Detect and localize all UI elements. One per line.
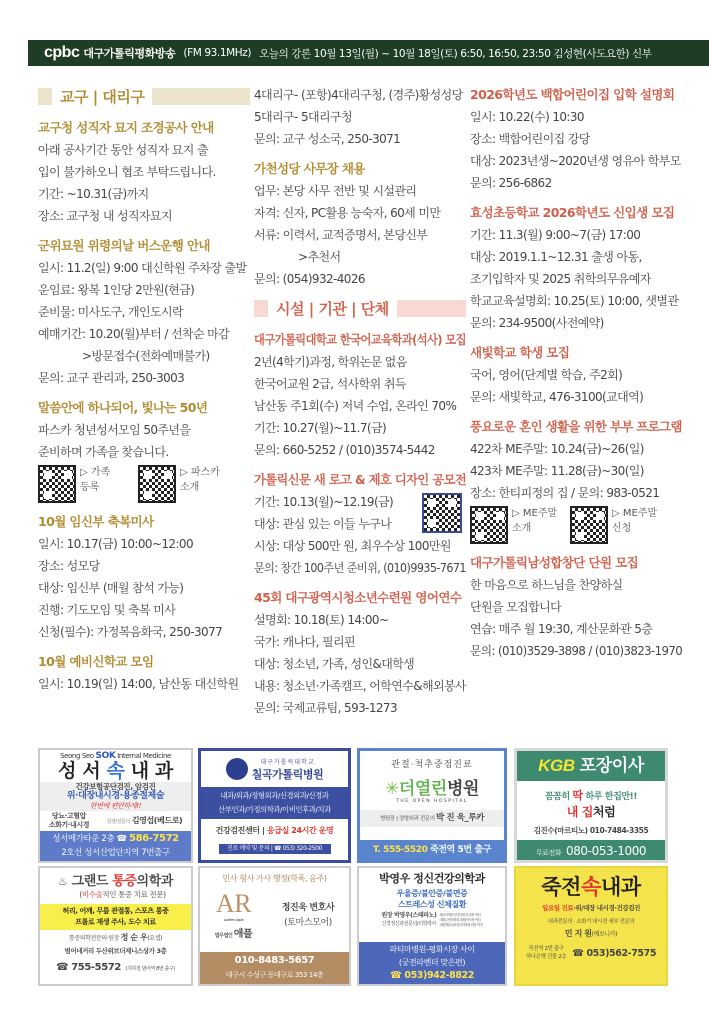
ad-text: 정 순 우 [120,933,148,942]
notice-line: 문의: 660-5252 / (010)3574-5442 [254,443,435,457]
notice-line: 준비물: 미사도구, 개인도시락 [38,305,183,319]
header-bar [254,300,268,317]
qr-code-icon [138,465,176,503]
ad-text: 파티마병원 신경정신과 과장 역임 [439,912,481,917]
qr-link[interactable] [570,506,656,544]
ad-text: 원장/전문의 [106,818,130,825]
banner-content [44,44,651,62]
notice-line: 기간: 10.13(월)~12.19(금) [254,495,394,509]
ad-text: 민 지 원 [564,929,592,938]
ad-title: 칠곡가톨릭병원 [251,767,324,781]
notice-line: 내용: 청소년·가족캠프, 어학연수&해외봉사 [254,679,466,693]
ad-text: 적인 통증 치료 전문) [102,890,166,899]
qr-link[interactable] [38,465,124,503]
notice-line: 2년(4학기)과정, 학위논문 없음 [254,355,407,369]
ad-text: 소화기·내시경 [48,821,90,829]
notice-item [38,651,250,695]
notice-line: 장소: 한티피정의 집 / 문의: 983-0521 [470,486,660,500]
ad-text: 하나은행 건물 2층 [525,954,567,960]
notice-line: 장소: 백합어린이집 강당 [470,132,590,146]
broadcast-banner [28,40,709,66]
ad-park-psychiatry [357,866,507,986]
notice-line: 아래 공사기간 동안 성직자 묘지 출 [38,143,208,157]
notice-line: 서류: 이력서, 교적증명서, 본당신부 [254,228,428,242]
ad-text: 내과/외과/정형외과/신경외과/신경과 [220,791,329,800]
notice-title: 대구가톨릭대학교 한국어교육학과(석사) 모집 [254,332,466,347]
notice-line: 파스카 청년성서모임 50주년을 [38,423,191,437]
notice-line: 문의: (054)932-4026 [254,272,365,286]
ad-text: 딱 [572,789,583,802]
notice-line: 422차 ME주말: 10.24(금)~26(일) [470,442,644,456]
notice-item [470,552,682,662]
section-header [38,86,250,107]
notice-title: 10월 예비신학교 모임 [38,654,154,669]
qr-label-line: 등록 [80,482,100,493]
notice-line: 문의: 교구 관리과, 250-3003 [38,371,185,385]
notice-item [470,342,682,408]
qr-label [512,506,556,536]
ad-text: 죽전역 5번 출구 [429,845,492,855]
notice-item [470,202,682,334]
ad-text: 2호선 성서산업단지역 7번출구 [61,848,170,858]
ad-text: 내과전문의 · 소화기 내시경 세부 전문의 [547,919,635,925]
ad-text: (베로니카) [591,931,618,938]
header-bar [397,300,466,317]
ad-text: 신경정신과전문의/의학박사 [381,921,436,927]
header-bar [152,88,250,105]
notice-line: 일시: 10.17(금) 10:00~12:00 [38,537,193,551]
ad-text: 무료전화 [535,849,562,857]
notice-item [254,158,466,290]
notice-item [470,84,682,194]
ad-text: 죽전역 2번 출구 [528,946,564,952]
notice-title: 말씀안에 하나되어, 빛나는 50년 [38,400,208,415]
qr-code-icon [38,465,76,503]
ad-text: 허리, 어깨, 무릎 관절통, 스포츠 통증 [62,907,169,915]
notice-title: 군위묘원 위령의날 버스운행 안내 [38,238,210,253]
notice-line: 문의: 256-6862 [470,176,552,190]
notice-line: 한국어교원 2급, 석사학위 취득 [254,377,406,391]
notice-title: 45회 대구광역시청소년수련원 영어연수 [254,590,462,605]
ad-text: (지하철 범어역 8번 출구) [125,966,175,972]
ad-title: 박영우 정신건강의학과 [379,872,485,885]
hospital-logo-icon [226,758,248,780]
notice-item [254,469,466,579]
notice-line: 4대리구- (포항)4대리구청, (경주)황성성당 [254,88,463,102]
ad-text: Lawfirm Apple [223,918,244,922]
qr-label [80,465,124,495]
ad-text: 법무법인 [214,933,234,939]
ad-text: Seong Seo [60,752,96,760]
notice-item [254,587,466,719]
qr-code-icon [570,506,608,544]
ad-text: 박 진 욱_루카 [435,813,485,823]
notice-line: 대상: 관심 있는 이들 누구나 [254,517,392,531]
notice-line: 문의: 234-9500(사전예약) [470,316,604,330]
notice-line: 준비하며 가족을 찾습니다. [38,445,169,459]
ad-chilgok-hospital [198,748,351,863]
column-2 [254,84,466,727]
qr-label-line: ▷ 가족 [80,467,111,478]
ad-title: 포장이사 [579,756,644,776]
notice-line: 장소: 교구청 내 성직자묘지 [38,209,172,223]
notice-line: 5대리구- 5대리구청 [254,110,352,124]
homily-schedule: 오늘의 강론 10월 13일(월) ~ 10월 18일(토) 6:50, 16:50, 23:50 김성현(사도요한) 신부 [259,47,652,60]
ad-phone: ☎ 053)942-8822 [390,970,474,981]
notice-item [254,84,466,150]
ad-jukjeon-clinic [514,866,668,986]
ad-text: ·위/대장 내시경·건강검진 [573,904,641,912]
ad-text: 정진욱 변호사 [281,902,335,913]
ad-phone: 080-053-1000 [565,844,647,858]
ad-title: 속 [581,875,601,899]
ad-title: 병원 [446,779,479,799]
notice-title: 효성초등학교 2026학년도 신입생 모집 [470,205,675,220]
qr-link[interactable] [138,465,224,503]
ad-text: 민사 형사 가사 행정(학폭, 음주) [222,874,327,883]
ad-text: 건강검진센터 | [215,826,267,835]
ad-phone: 010-8483-5657 [234,955,315,966]
notice-line: 입이 불가하오니 협조 부탁드립니다. [38,165,216,179]
ad-text: 일요일 진료 [541,904,574,912]
ad-title: 속 [106,760,125,782]
ad-text: 김영섭(베드로) [131,815,183,825]
notice-line: 기간: 11.3(월) 9:00~7(금) 17:00 [470,228,641,242]
section-title: 교구 | 대리구 [60,88,145,106]
frequency: (FM 93.1MHz) [183,47,252,59]
ad-title: 의학과 [136,874,174,889]
ad-text: 파티마병원-평화시장 사이 [389,945,475,954]
notice-line: 기간: ~10.31(금)까지 [38,187,149,201]
station-name: 대구가톨릭평화방송 [83,47,176,60]
ad-text: 꼼꼼히 [544,792,573,802]
ad-text: 통증의학전문의·원장 [68,935,120,942]
ad-text: (토마스모어) [284,917,332,928]
ad-phone: 586-7572 [129,833,179,844]
notice-line: 신청(필수): 가정복음화국, 250-3077 [38,625,223,639]
qr-label-line: ▷ ME주말 [512,508,558,519]
notice-line: 학교교육설명회: 10.25(토) 10:00, 샛별관 [470,294,679,308]
notice-title: 대구가톨릭남성합창단 단원 모집 [470,555,639,570]
ad-phone: ☎ 755-5572 [56,962,121,973]
notice-line: 기간: 10.27(월)~11.7(금) [254,421,387,435]
ad-text: (궁전라벤더 맞은편) [398,958,466,967]
open-hospital-logo-icon: ✳ [385,779,399,799]
ad-title: 애플 [233,929,253,940]
ad-text: 위·대장내시경·용종절제술 [66,791,165,801]
ad-title: 성 서 [58,760,107,782]
notice-line: 업무: 본당 사무 전반 및 시설관리 [254,184,417,198]
notice-title: 새빛학교 학생 모집 [470,345,570,360]
qr-label-line: 소개 [180,482,200,493]
section-title: 시설 | 기관 | 단체 [276,300,389,318]
notice-line: 연습: 매주 월 19:30, 계산문화관 5층 [470,622,653,636]
ad-title: 통증 [112,874,137,889]
notice-line: 문의: 교구 성소국, 250-3071 [254,132,401,146]
ad-text: 당뇨·고혈압 [51,812,86,820]
ad-text: 대한생물치료정신의학회 회장 역임 [439,922,483,927]
notice-line: 시상: 대상 500만 원, 최우수상 100만원 [254,539,451,553]
ad-grand-pain-clinic [38,866,193,986]
ad-text: 한번에 편안하게!! [89,802,142,810]
notice-item [254,329,466,461]
qr-link[interactable] [470,506,556,544]
notice-line: 대상: 임신부 (매월 참석 가능) [38,581,184,595]
ad-phone: T. 555-5520 [372,845,428,855]
ad-text: 대구시 수성구 동대구로 353 14층 [225,971,324,979]
notice-line: >추천서 [298,250,341,264]
notice-line: 국가: 캐나다, 필리핀 [254,635,356,649]
column-1 [38,84,250,703]
notice-line: 문의: (010)3529-3898 / (010)3823-1970 [470,644,683,658]
ad-text: 비수술 [81,890,103,899]
ad-text: 응급실 24시간 운영 [266,826,334,835]
ad-phone: 진료 예약 및 문의 | ☎ 053) 320-2500 [219,844,331,854]
notice-line: 문의: 창간 100주년 준비위, (010)9935-7671 [254,561,466,575]
notice-line: 대상: 청소년, 가족, 성인&대학생 [254,657,415,671]
notice-line: 장소: 성모당 [38,559,100,573]
qr-label [612,506,656,536]
notice-item [38,235,250,389]
ad-title: 그랜드 [71,874,113,889]
qr-label-line: ▷ 파스카 [180,467,220,478]
notice-line: 한 마음으로 하느님을 찬양하실 [470,578,623,592]
qr-row [38,465,250,503]
notice-line: 조기입학자 및 2025 취학의무유예자 [470,272,651,286]
notice-title: 풍요로운 혼인 생활을 위한 부부 프로그램 [470,419,682,434]
notice-line: 설명회: 10.18(토) 14:00~ [254,613,389,627]
notice-item [470,416,682,544]
column-3 [470,84,682,670]
clinic-logo-icon: ♨ [57,875,68,888]
notice-line: 문의: 국제교류팀, 593-1273 [254,701,398,715]
ad-seongseo-clinic [38,748,193,863]
notice-line: 자격: 신자, PC활용 능숙자, 60세 미만 [254,206,441,220]
ad-phone: ☎ 053)562-7575 [572,947,657,959]
ad-text: 병원장 | 정형외과 전문의 [379,816,435,822]
notice-line: 대상: 2019.1.1~12.31 출생 아동, [470,250,642,264]
ad-text: Internal Medicine [115,752,171,760]
notice-item [38,117,250,227]
qr-code-icon [470,506,508,544]
qr-label-line: ▷ ME주말 [612,508,658,519]
notice-line: 문의: 새빛학교, 476-3100(교대역) [470,390,644,404]
qr-label [180,465,224,495]
ad-text: 건강보험공단검진, 암검진 [75,782,156,791]
ad-title: 더열린 [398,779,447,799]
notice-line: 단원을 모집합니다 [470,600,562,614]
ad-text: (요셉) [147,935,163,942]
notice-line: 일시: 10.22(수) 10:30 [470,110,584,124]
qr-label-line: 소개 [512,523,532,534]
notice-line: 진행: 기도모임 및 축복 미사 [38,603,176,617]
ad-title: 죽전 [541,875,582,899]
notice-line: 예매기간: 10.20(월)부터 / 선착순 마감 [38,327,230,341]
ad-apple-lawfirm [198,866,351,986]
notice-line: 대상: 2023년생~2020년생 영유아 학부모 [470,154,681,168]
ad-text: 스트레스성 신체질환 [397,900,467,909]
notice-line: 423차 ME주말: 11.28(금)~30(일) [470,464,644,478]
notice-item [38,397,250,503]
ad-title: 내 과 [124,760,173,782]
ad-text: THE OPEN HOSPITAL [396,799,468,804]
qr-row [470,506,682,544]
ad-open-hospital [357,748,507,863]
notice-line: 일시: 10.19(일) 14:00, 남산동 대신학원 [38,677,239,691]
ad-text: 처럼 [592,805,616,819]
notice-line: 일시: 11.2(일) 9:00 대신학원 주차장 출발 [38,261,247,275]
notice-title: 2026학년도 백합어린이집 입학 설명회 [470,87,675,102]
ad-text: 대한수면의학회 회장/이사장 역임 [439,917,481,922]
ad-text: 프롤로 재생 주사, 도수 치료 [75,918,156,926]
ad-brand: KGB [538,756,575,775]
notice-line: 남산동 주1회(수) 저녁 수업, 온라인 70% [254,399,457,413]
qr-label-line: 신청 [612,523,632,534]
qr-code-icon [422,493,462,533]
ad-phone: 김진수(마르티노) 010-7484-3355 [533,826,649,835]
notice-line: >방문접수(전화예매불가) [82,349,210,363]
section-header [254,298,466,319]
notice-line: 국어, 영어(단계별 학습, 주2회) [470,368,623,382]
ad-text: 성서메가타운 2층 ☎ [52,834,130,844]
ad-text: 하루 한집만!! [582,792,638,802]
notice-title: 가톨릭신문 새 로고 & 제호 디자인 공모전 [254,472,467,487]
ad-text: 관절·척추중점진료 [391,760,473,770]
ad-text: ( [79,890,82,899]
notice-title: 10월 임신부 축복미사 [38,514,154,529]
notice-item [38,511,250,643]
ad-text: 원장 박영우(스테파노) [381,912,437,919]
header-bar [38,88,52,105]
ad-kgb-moving [514,748,668,863]
ad-text: SOK [95,751,116,761]
notice-title: 가천성당 사무장 채용 [254,161,365,176]
ad-title: 내과 [600,875,641,899]
ad-text: 범어네거리 두산위브더제니스상가 3층 [64,947,167,955]
ad-text: 산부인과/가정의학과/이비인후과/치과 [218,805,331,814]
ad-text: 내 집 [566,805,593,819]
notice-line: 운임료: 왕복 1인당 2만원(현금) [38,283,195,297]
ad-text: 대구가톨릭대학교 [260,758,315,766]
notice-title: 교구청 성직자 묘지 조경공사 안내 [38,120,214,135]
cpbc-logo: cpbc [44,44,80,61]
ad-text: 우울증/불안증/불면증 [396,889,468,898]
apple-logo-icon: AR [215,889,252,918]
